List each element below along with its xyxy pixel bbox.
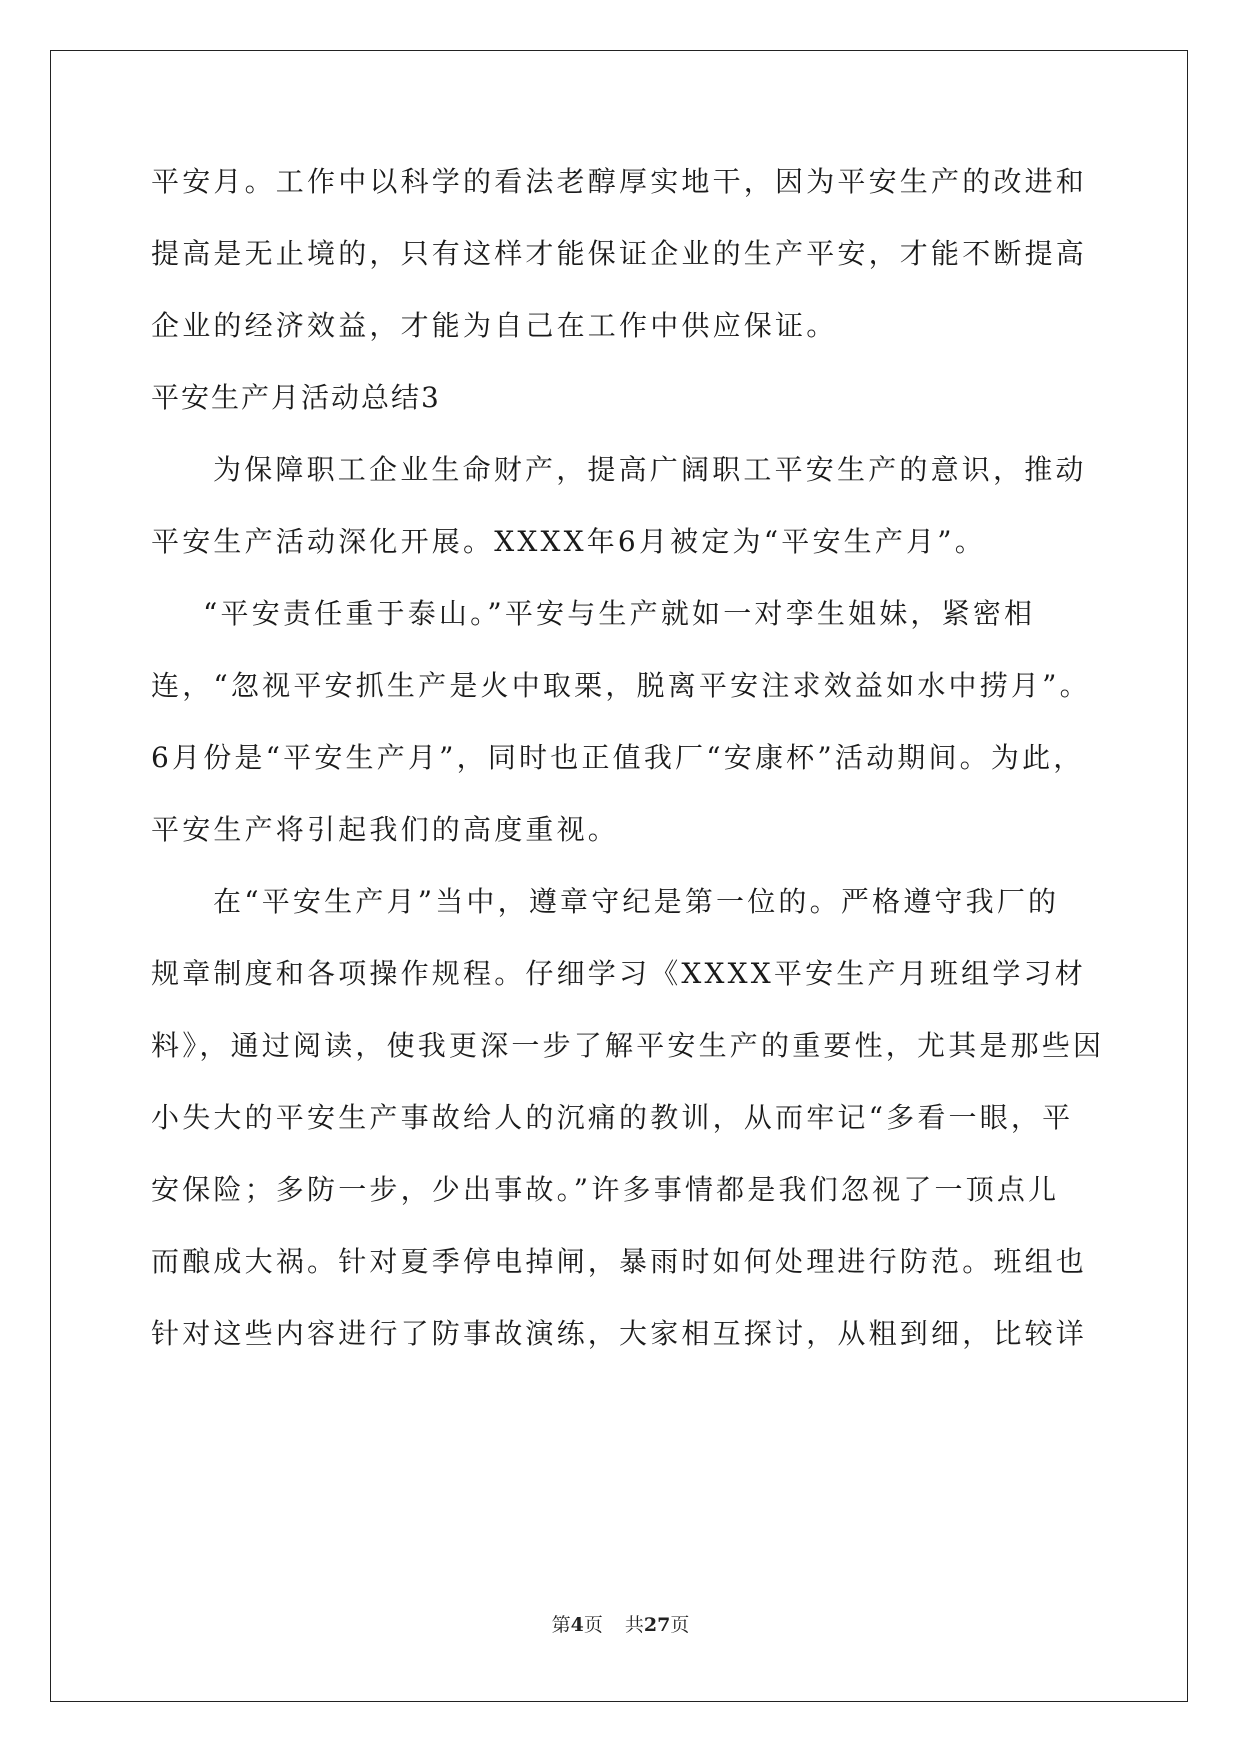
- text-line: 平安生产将引起我们的高度重视。: [151, 813, 620, 846]
- total-page-count: 27: [643, 1614, 671, 1636]
- text-line: 6月份是“平安生产月”，同时也正值我厂“安康杯”活动期间。为此，: [151, 741, 1085, 774]
- paragraph-first-line: 为保障职工企业生命财产，提高广阔职工平安生产的意识，推动: [213, 453, 1087, 486]
- text-line: 企业的经济效益，才能为自己在工作中供应保证。: [151, 309, 838, 342]
- text-line: 平安生产活动深化开展。XXXX年6月被定为“平安生产月”。: [151, 525, 986, 558]
- current-page-number: 4: [570, 1614, 584, 1636]
- footer-total-prefix: 共: [624, 1614, 644, 1636]
- text-line: 规章制度和各项操作规程。仔细学习《XXXX平安生产月班组学习材: [151, 957, 1086, 990]
- text-line: 连，“忽视平安抓生产是火中取栗，脱离平安注求效益如水中捞月”。: [151, 669, 1091, 702]
- paragraph-first-line: 在“平安生产月”当中，遵章守纪是第一位的。严格遵守我厂的: [213, 885, 1060, 918]
- text-line: 而酿成大祸。针对夏季停电掉闸，暴雨时如何处理进行防范。班组也: [151, 1245, 1088, 1278]
- text-line: 平安月。工作中以科学的看法老醇厚实地干，因为平安生产的改进和: [151, 165, 1088, 198]
- text-line: 针对这些内容进行了防事故演练，大家相互探讨，从粗到细，比较详: [151, 1317, 1088, 1350]
- text-line: 提高是无止境的，只有这样才能保证企业的生产平安，才能不断提高: [151, 237, 1088, 270]
- text-line: 安保险；多防一步，少出事故。”许多事情都是我们忽视了一顶点儿: [151, 1173, 1060, 1206]
- paragraph-first-line: “平安责任重于泰山。”平安与生产就如一对孪生姐妹，紧密相: [203, 597, 1036, 630]
- text-line: 小失大的平安生产事故给人的沉痛的教训，从而牢记“多看一眼，平: [151, 1101, 1074, 1134]
- page-border: [50, 50, 1188, 1702]
- footer-total-suffix: 页: [670, 1614, 690, 1636]
- footer-page-suffix: 页: [583, 1614, 603, 1636]
- text-line: 料》，通过阅读，使我更深一步了解平安生产的重要性，尤其是那些因: [151, 1029, 1105, 1062]
- footer-prefix: 第: [551, 1614, 571, 1636]
- page-footer: [0, 1613, 1241, 1637]
- section-heading: 平安生产月活动总结3: [151, 381, 441, 414]
